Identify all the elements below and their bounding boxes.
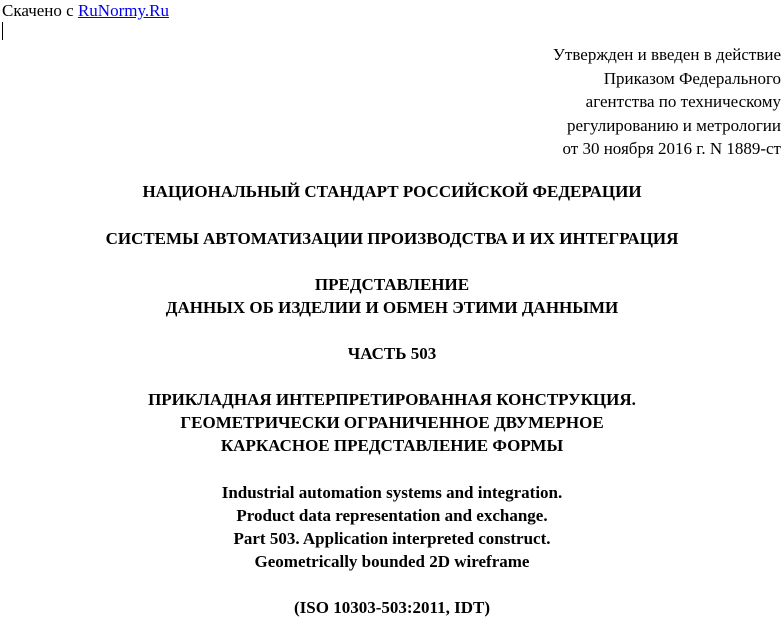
text-cursor [2, 22, 3, 40]
representation-title [0, 273, 784, 319]
source-line [2, 0, 169, 22]
applied-line: ГЕОМЕТРИЧЕСКИ ОГРАНИЧЕННОЕ ДВУМЕРНОЕ [180, 413, 604, 432]
applied-line: ПРИКЛАДНАЯ ИНТЕРПРЕТИРОВАННАЯ КОНСТРУКЦИЯ. [148, 390, 636, 409]
english-line: Industrial automation systems and integration. [221, 483, 563, 502]
approval-line: агентства по техническому [585, 92, 781, 111]
part-title: ЧАСТЬ 503 [347, 344, 437, 363]
representation-line: ПРЕДСТАВЛЕНИЕ [314, 275, 470, 294]
approval-line: Утвержден и введен в действие [552, 45, 781, 64]
source-prefix: Скачено с [2, 1, 78, 20]
english-title [0, 481, 784, 573]
english-line: Geometrically bounded 2D wireframe [254, 552, 530, 571]
english-line: Product data representation and exchange. [236, 506, 548, 525]
systems-title: СИСТЕМЫ АВТОМАТИЗАЦИИ ПРОИЗВОДСТВА И ИХ ИНТЕГРАЦИЯ [105, 229, 679, 248]
representation-line: ДАННЫХ ОБ ИЗДЕЛИИ И ОБМЕН ЭТИМИ ДАННЫМИ [165, 298, 619, 317]
standard-title: НАЦИОНАЛЬНЫЙ СТАНДАРТ РОССИЙСКОЙ ФЕДЕРАЦИИ [142, 182, 642, 201]
english-line: Part 503. Application interpreted construct. [233, 529, 551, 548]
applied-line: КАРКАСНОЕ ПРЕДСТАВЛЕНИЕ ФОРМЫ [220, 436, 564, 455]
approval-line: регулированию и метрологии [566, 115, 781, 135]
approval-line: от 30 ноября 2016 г. N 1889-ст [562, 139, 781, 158]
approval-line: Приказом Федерального [603, 68, 781, 88]
iso-reference: (ISO 10303-503:2011, IDT) [294, 598, 490, 617]
approval-block [381, 43, 781, 161]
source-link[interactable]: RuNormy.Ru [77, 1, 169, 20]
applied-construct-title [0, 388, 784, 457]
